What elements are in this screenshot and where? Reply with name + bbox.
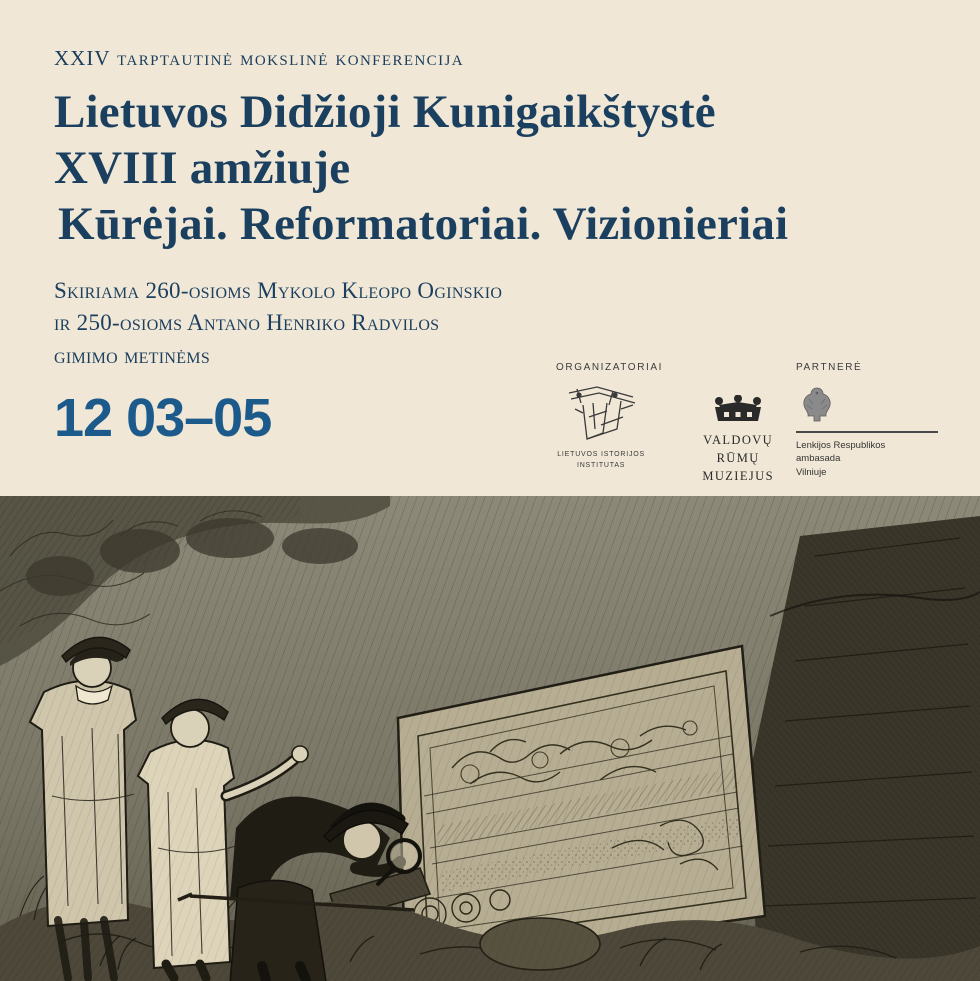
vrm-wordmark — [680, 431, 796, 485]
logo-lithuanian-history-institute[interactable] — [556, 383, 646, 471]
divider — [796, 431, 938, 433]
conference-subtitle: tarptautinė mokslinė konferencija — [117, 46, 464, 70]
dedication-text — [54, 275, 926, 373]
crown-icon — [711, 395, 765, 425]
logos-row — [548, 362, 948, 492]
embassy-line-2: ambasada — [796, 453, 841, 465]
conference-eyebrow — [54, 46, 926, 71]
vrm-name-line-1: VALDOVŲ RŪMŲ — [703, 433, 774, 466]
dedication-line-2: ir 250-osioms Antano Henriko Radvilos — [54, 310, 440, 336]
vrm-name-line-2: MUZIEJUS — [702, 469, 774, 484]
lii-name-line-1: LIETUVOS ISTORIJOS — [557, 451, 646, 458]
title-line-3: Kūrėjai. Reformatoriai. Vizionieriai — [58, 197, 789, 250]
logo-polish-embassy[interactable] — [796, 383, 946, 480]
dedication-line-3: gimimo metinėms — [54, 343, 211, 369]
logo-palace-of-grand-dukes-museum[interactable] — [680, 383, 796, 485]
embassy-line-3: Vilniuje — [796, 467, 827, 479]
lii-emblem-icon — [563, 383, 639, 445]
lii-wordmark — [556, 450, 646, 471]
lii-name-line-2: INSTITUTAS — [576, 461, 626, 469]
dedication-line-1: Skiriama 260-osioms Mykolo Kleopo Oginskio — [54, 277, 503, 303]
partner-caption: PARTNERĖ — [796, 362, 863, 373]
conference-number: XXIV — [54, 46, 111, 70]
title-line-2: XVIII amžiuje — [54, 141, 351, 194]
organizers-group — [556, 362, 796, 485]
embassy-wordmark — [796, 439, 946, 480]
conference-dates: 12 03–05 — [54, 387, 272, 448]
partner-group — [796, 362, 946, 480]
embassy-line-1: Lenkijos Respublikos — [796, 439, 886, 451]
page-title — [54, 85, 926, 253]
polish-eagle-icon — [800, 385, 834, 425]
engraving-artwork — [0, 496, 980, 981]
title-line-1: Lietuvos Didžioji Kunigaikštystė — [54, 86, 716, 138]
organizers-caption: ORGANIZATORIAI — [556, 362, 664, 373]
